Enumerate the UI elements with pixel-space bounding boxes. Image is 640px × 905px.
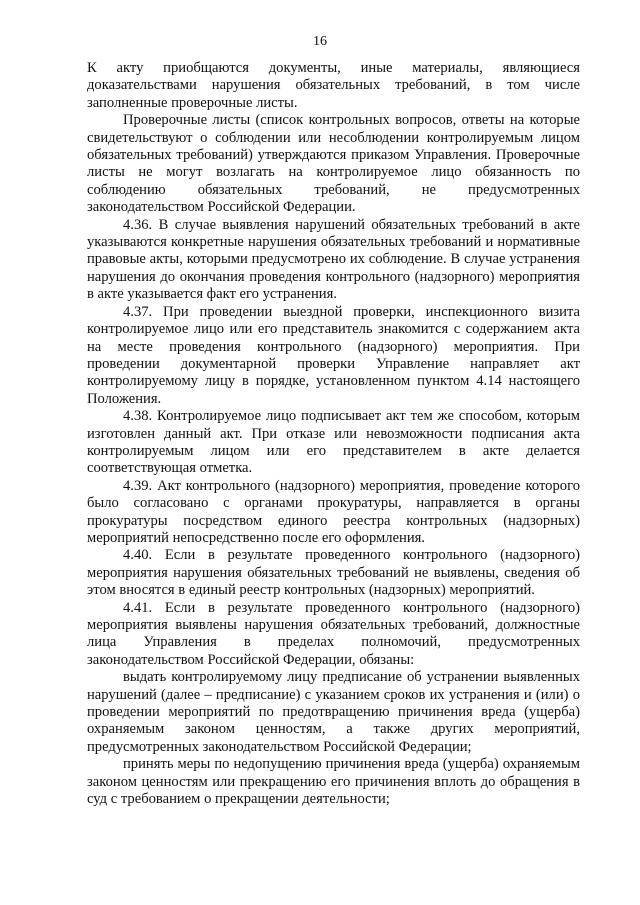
- document-body: [87, 60, 580, 808]
- paragraph-prevent-harm: принять меры по недопущению причинения вреда (ущерба) охраняемым законом ценностям или прекращению его причинения вплоть до обращения в суд с требованием о прекращении деятельности;: [87, 756, 580, 808]
- paragraph-4-38: 4.38. Контролируемое лицо подписывает акт тем же способом, которым изготовлен данный акт. При отказе или невозможности подписания акта контролируемым лицом или его представителем в акте делается соответствующая отметка.: [87, 408, 580, 477]
- paragraph-4-37: 4.37. При проведении выездной проверки, инспекционного визита контролируемое лицо или его представитель знакомится с содержанием акта на месте проведения контрольного (надзорного) мероприятия. При проведении документарной проверки Управление направляет акт контролируемому лицу в порядке, установленном пунктом 4.14 настоящего Положения.: [87, 303, 580, 407]
- paragraph-attachments: К акту приобщаются документы, иные материалы, являющиеся доказательствами нарушения обязательных требований, в том числе заполненные проверочные листы.: [87, 60, 580, 111]
- paragraph-4-39: 4.39. Акт контрольного (надзорного) мероприятия, проведение которого было согласовано с органами прокуратуры, направляется в органы прокуратуры посредством единого реестра контрольных (надзорных) мероприятий непосредственно после его оформления.: [87, 477, 580, 546]
- paragraph-4-40: 4.40. Если в результате проведенного контрольного (надзорного) мероприятия нарушения обязательных требований не выявлены, сведения об этом вносятся в единый реестр контрольных (надзорных) мероприятий.: [87, 547, 580, 599]
- paragraph-4-41: 4.41. Если в результате проведенного контрольного (надзорного) мероприятия выявлены нарушения обязательных требований, должностные лица Управления в пределах полномочий, предусмотренных законодательством Российской Федерации, обязаны:: [87, 599, 580, 668]
- paragraph-issue-order: выдать контролируемому лицу предписание об устранении выявленных нарушений (далее – предписание) с указанием сроков их устранения и (или) о проведении мероприятий по предотвращению причинения вреда (ущерба) охраняемым законом ценностям, а также других мероприятий, предусмотренных законодательством Российской Федерации;: [87, 669, 580, 755]
- paragraph-checklists: Проверочные листы (список контрольных вопросов, ответы на которые свидетельствуют о соблюдении или несоблюдении контролируемым лицом обязательных требований) утверждаются приказом Управления. Проверочные листы не могут возлагать на контролируемое лицо обязанность по соблюдению обязательных требований, не предусмотренных законодательством Российской Федерации.: [87, 112, 580, 216]
- page-number: 16: [313, 34, 327, 49]
- paragraph-4-36: 4.36. В случае выявления нарушений обязательных требований в акте указываются конкретные нарушения обязательных требований и нормативные правовые акты, которыми предусмотрено их соблюдение. В случае устранения нарушения до окончания проведения контрольного (надзорного) мероприятия в акте указывается факт его устранения.: [87, 216, 580, 303]
